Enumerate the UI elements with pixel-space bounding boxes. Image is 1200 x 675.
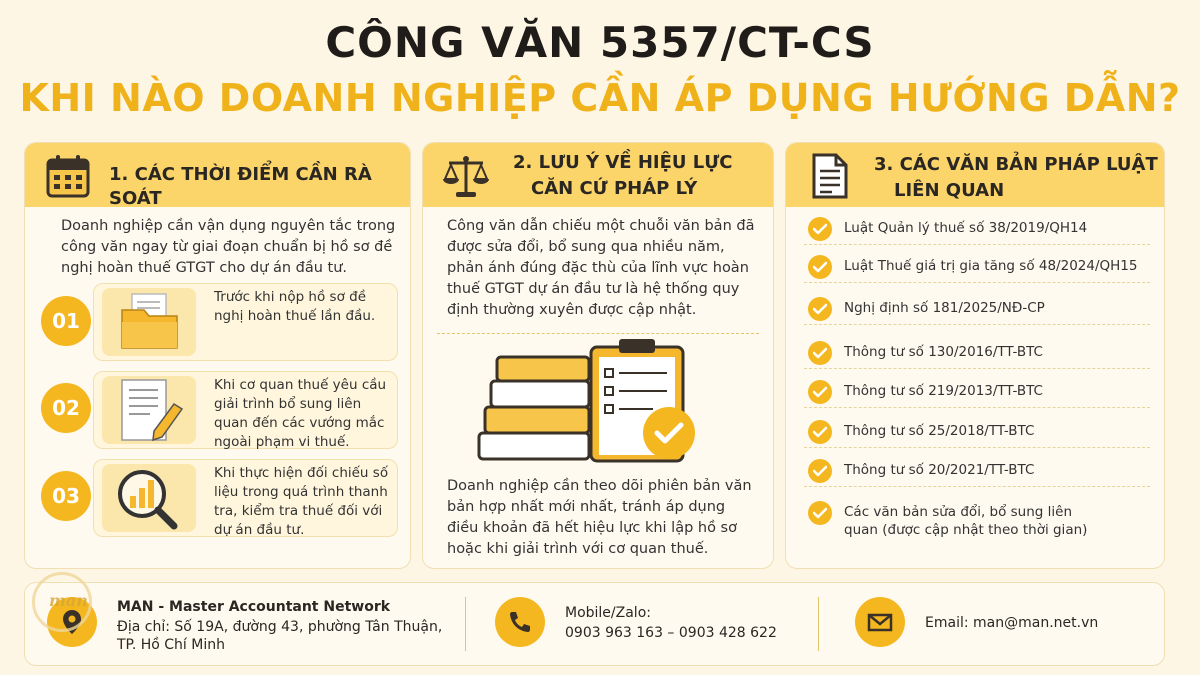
list-item: [804, 499, 1150, 543]
step-item: [93, 371, 398, 449]
section-related-laws: [785, 142, 1165, 569]
section-header: [25, 143, 410, 207]
list-item: [804, 295, 1150, 325]
section-heading-line2: CĂN CỨ PHÁP LÝ: [531, 178, 698, 199]
step-item: [93, 283, 398, 361]
section-intro: Doanh nghiệp cần vận dụng nguyên tắc trong công văn ngay từ giai đoạn chuẩn bị hồ sơ đề nghị hoàn thuế GTGT cho dự án đầu tư.: [61, 218, 396, 276]
check-icon: [808, 341, 832, 365]
address-line2: TP. Hồ Chí Minh: [117, 637, 225, 653]
check-icon: [808, 217, 832, 241]
envelope-icon: [855, 597, 905, 647]
law-text: Các văn bản sửa đổi, bổ sung liên quan (được cập nhật theo thời gian): [844, 504, 1088, 538]
divider: [465, 597, 466, 651]
man-logo: [32, 572, 92, 632]
footer-contact-bar: [24, 582, 1165, 666]
step-text: Khi thực hiện đối chiếu số liệu trong quá trình thanh tra, kiểm tra thuế đối với dự án đầu tư.: [214, 465, 389, 538]
check-icon: [808, 255, 832, 279]
divider: [818, 597, 819, 651]
check-icon: [808, 501, 832, 525]
logo-text: man: [49, 591, 88, 610]
check-icon: [808, 380, 832, 404]
section-heading-line1: 2. LƯU Ý VỀ HIỆU LỰC: [513, 152, 733, 173]
section-text-bottom: Doanh nghiệp cần theo dõi phiên bản văn bản hợp nhất mới nhất, tránh áp dụng điều khoản đã hết hiệu lực khi lập hồ sơ hoặc khi giải trình với cơ quan thuế.: [447, 478, 752, 557]
document-pencil-icon: [102, 376, 196, 444]
section-heading: 1. CÁC THỜI ĐIỂM CẦN RÀ SOÁT: [109, 164, 372, 209]
check-icon: [808, 420, 832, 444]
section-text-top: Công văn dẫn chiếu một chuỗi văn bản đã được sửa đổi, bổ sung qua nhiều năm, phản ánh đúng đặc thù của lĩnh vực hoàn thuế GTGT dự án đầu tư là hệ thống quy định thường xuyên được cập nhật.: [447, 218, 755, 318]
section-header: [423, 143, 773, 207]
section-heading-line1: 3. CÁC VĂN BẢN PHÁP LUẬT: [874, 154, 1158, 175]
list-item: [804, 253, 1150, 283]
law-text: Thông tư số 20/2021/TT-BTC: [844, 462, 1035, 478]
list-item: [804, 418, 1150, 448]
phone-numbers[interactable]: 0903 963 163 – 0903 428 622: [565, 625, 777, 641]
list-item: [804, 339, 1150, 369]
list-item: [804, 457, 1150, 487]
page-subtitle: KHI NÀO DOANH NGHIỆP CẦN ÁP DỤNG HƯỚNG DẪN?: [19, 76, 1181, 120]
law-text: Nghị định số 181/2025/NĐ-CP: [844, 300, 1045, 316]
step-text: Trước khi nộp hồ sơ đề nghị hoàn thuế lần đầu.: [214, 289, 376, 324]
address-line1: Địa chỉ: Số 19A, đường 43, phường Tân Thuận,: [117, 619, 443, 635]
page-title: CÔNG VĂN 5357/CT-CS: [325, 18, 875, 67]
document-list-icon: [804, 151, 854, 201]
divider: [437, 333, 759, 334]
section-header: [786, 143, 1164, 207]
step-number: 02: [41, 383, 91, 433]
section-heading-line2: LIÊN QUAN: [894, 180, 1005, 201]
check-icon: [808, 459, 832, 483]
folder-icon: [102, 288, 196, 356]
list-item: [804, 215, 1150, 245]
magnifier-chart-icon: [102, 464, 196, 532]
list-item: [804, 378, 1150, 408]
email[interactable]: Email: man@man.net.vn: [925, 615, 1099, 631]
section-review-times: [24, 142, 411, 569]
scales-icon: [441, 151, 491, 201]
calendar-icon: [43, 151, 93, 201]
step-text: Khi cơ quan thuế yêu cầu giải trình bổ sung liên quan đến các vướng mắc ngoài phạm vi thuế.: [214, 377, 387, 450]
step-number: 03: [41, 471, 91, 521]
books-clipboard-check-icon: [473, 339, 713, 469]
org-name: MAN - Master Accountant Network: [117, 599, 391, 615]
phone-label: Mobile/Zalo:: [565, 605, 651, 621]
law-text: Luật Thuế giá trị gia tăng số 48/2024/QH15: [844, 258, 1138, 274]
section-legal-validity: [422, 142, 774, 569]
law-text: Luật Quản lý thuế số 38/2019/QH14: [844, 220, 1088, 236]
step-number: 01: [41, 296, 91, 346]
law-text: Thông tư số 25/2018/TT-BTC: [844, 423, 1035, 439]
step-item: [93, 459, 398, 537]
law-text: Thông tư số 219/2013/TT-BTC: [844, 383, 1043, 399]
law-text: Thông tư số 130/2016/TT-BTC: [844, 344, 1043, 360]
check-icon: [808, 297, 832, 321]
phone-icon: [495, 597, 545, 647]
